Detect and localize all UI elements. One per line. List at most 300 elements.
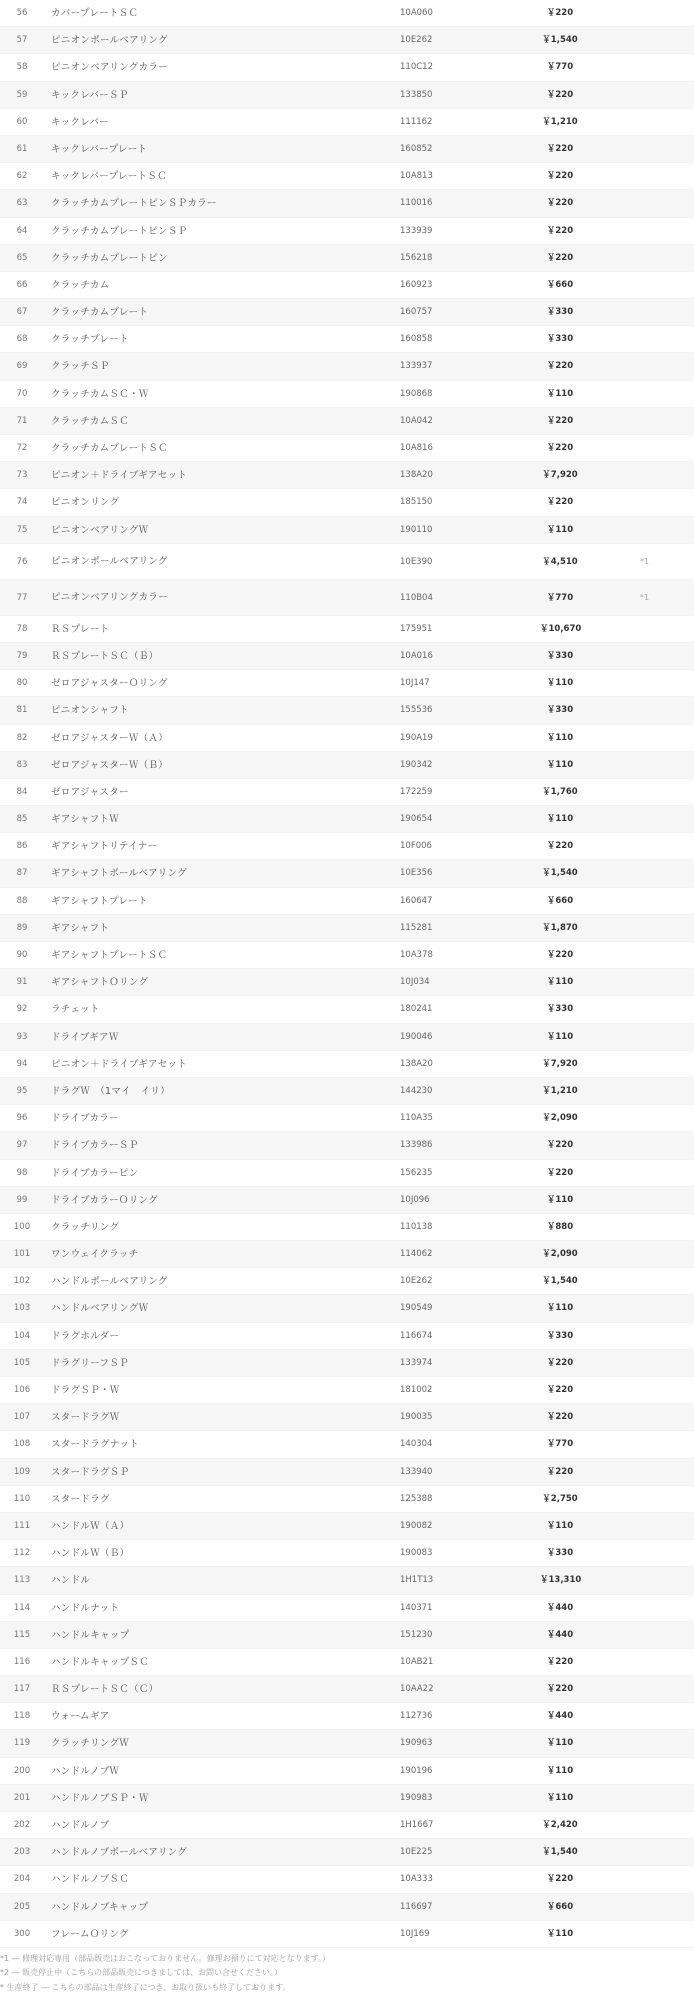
part-number: 108 bbox=[13, 1439, 31, 1450]
part-code: 1H1T13 bbox=[400, 1575, 434, 1586]
part-number: 113 bbox=[13, 1575, 31, 1586]
part-price: ￥220 bbox=[546, 415, 574, 426]
part-name: ハンドルノブボールベアリング bbox=[51, 1847, 188, 1859]
part-price: ￥110 bbox=[546, 1303, 574, 1314]
part-number: 96 bbox=[16, 1113, 28, 1124]
part-code: 112736 bbox=[400, 1711, 433, 1722]
table-row bbox=[0, 1350, 694, 1377]
table-row bbox=[0, 670, 694, 697]
part-name: フレームＯリング bbox=[51, 1928, 129, 1940]
table-row bbox=[0, 1622, 694, 1649]
part-price: ￥770 bbox=[546, 1439, 574, 1450]
part-number: 72 bbox=[16, 443, 28, 453]
table-row bbox=[0, 888, 694, 915]
part-code: 190082 bbox=[400, 1520, 433, 1531]
part-name: ゼロアジャスターＷ（Ａ） bbox=[51, 732, 169, 744]
table-row bbox=[0, 1132, 694, 1159]
part-number: 90 bbox=[16, 950, 28, 960]
part-number: 73 bbox=[16, 470, 28, 481]
table-row bbox=[0, 1758, 694, 1785]
part-price: ￥2,090 bbox=[542, 1249, 578, 1260]
part-number: 102 bbox=[13, 1276, 31, 1287]
table-row bbox=[0, 1459, 694, 1486]
part-code: 190654 bbox=[400, 814, 433, 825]
part-name: ハンドルＷ（Ａ） bbox=[51, 1520, 130, 1532]
part-price: ￥880 bbox=[546, 1221, 574, 1232]
part-code: 185150 bbox=[400, 497, 433, 508]
part-code: 133939 bbox=[400, 225, 433, 236]
table-row bbox=[0, 1295, 694, 1322]
part-number: 101 bbox=[13, 1249, 31, 1260]
part-price: ￥660 bbox=[546, 279, 574, 290]
part-price: ￥220 bbox=[546, 841, 574, 852]
part-code: 125388 bbox=[400, 1493, 433, 1504]
part-number: 97 bbox=[16, 1140, 28, 1151]
part-code: 116697 bbox=[400, 1901, 433, 1912]
part-code: 10A333 bbox=[400, 1874, 433, 1885]
table-row bbox=[0, 1160, 694, 1187]
table-row bbox=[0, 915, 694, 942]
table-row bbox=[0, 860, 694, 887]
table-row bbox=[0, 1323, 694, 1350]
part-number: 205 bbox=[13, 1901, 31, 1912]
table-row bbox=[0, 616, 694, 643]
part-number: 107 bbox=[13, 1412, 31, 1423]
part-number: 68 bbox=[16, 334, 28, 345]
part-code: 10AB21 bbox=[400, 1656, 434, 1667]
footnotes bbox=[0, 1948, 694, 1996]
part-price: ￥220 bbox=[546, 1385, 574, 1395]
part-price: ￥220 bbox=[546, 950, 574, 960]
table-row bbox=[0, 1268, 694, 1295]
part-name: クラッチカムプレートピンＳＰ bbox=[51, 225, 188, 237]
part-number: 202 bbox=[13, 1820, 31, 1830]
part-code: 172259 bbox=[400, 786, 433, 797]
table-row bbox=[0, 806, 694, 833]
part-price: ￥7,920 bbox=[542, 1058, 578, 1069]
part-code: 160757 bbox=[400, 307, 433, 318]
part-number: 56 bbox=[16, 8, 28, 18]
part-name: ＲＳプレート bbox=[51, 623, 110, 635]
footnote-3: * 生産終了 ― こちらの部品は生産終了につき、お取り扱いも終了しております。 bbox=[0, 1982, 291, 1992]
part-code: 10A042 bbox=[400, 415, 433, 426]
table-row bbox=[0, 996, 694, 1023]
table-row bbox=[0, 381, 694, 408]
part-price: ￥110 bbox=[546, 1194, 574, 1205]
part-name: ピニオンリング bbox=[51, 497, 120, 509]
part-code: 110B04 bbox=[400, 592, 433, 603]
part-price: ￥660 bbox=[546, 895, 574, 906]
part-name: ドライブカラーＳＰ bbox=[51, 1140, 139, 1152]
table-row bbox=[0, 54, 694, 81]
part-name: クラッチリング bbox=[51, 1221, 120, 1233]
part-name: ハンドルノブＳＣ bbox=[51, 1874, 130, 1886]
table-row bbox=[0, 109, 694, 136]
part-code: 133850 bbox=[400, 89, 433, 100]
part-price: ￥770 bbox=[546, 62, 574, 73]
part-name: キックレバー bbox=[51, 116, 109, 128]
part-price: ￥1,540 bbox=[542, 35, 578, 46]
part-number: 80 bbox=[16, 678, 28, 689]
part-number: 57 bbox=[16, 35, 28, 46]
part-price: ￥330 bbox=[546, 650, 574, 661]
part-name: クラッチリングＷ bbox=[51, 1738, 130, 1750]
part-price: ￥1,760 bbox=[542, 786, 578, 797]
part-name: ハンドル bbox=[51, 1575, 91, 1587]
part-code: 110C12 bbox=[400, 62, 433, 73]
part-code: 114062 bbox=[400, 1249, 433, 1260]
table-row bbox=[0, 1785, 694, 1812]
part-code: 144230 bbox=[400, 1085, 433, 1096]
part-price: ￥220 bbox=[546, 143, 574, 154]
part-number: 85 bbox=[16, 814, 28, 825]
part-name: ギアシャフト bbox=[51, 922, 110, 934]
part-number: 93 bbox=[16, 1031, 28, 1042]
part-price: ￥330 bbox=[546, 705, 574, 716]
table-row bbox=[0, 725, 694, 752]
part-number: 111 bbox=[13, 1520, 31, 1531]
part-name: クラッチカムＳＣ・Ｗ bbox=[51, 388, 149, 400]
part-price: ￥220 bbox=[546, 361, 574, 372]
table-row bbox=[0, 408, 694, 435]
table-row bbox=[0, 218, 694, 245]
part-number: 110 bbox=[13, 1493, 31, 1504]
part-name: ピニオン＋ドライブギアセット bbox=[51, 1058, 188, 1070]
table-row bbox=[0, 779, 694, 806]
part-name: クラッチカム bbox=[51, 279, 110, 291]
part-price: ￥10,670 bbox=[540, 623, 582, 634]
part-number: 89 bbox=[16, 922, 28, 933]
table-row bbox=[0, 82, 694, 109]
table-row bbox=[0, 1703, 694, 1730]
part-price: ￥220 bbox=[546, 1140, 574, 1151]
part-price: ￥220 bbox=[546, 1167, 574, 1178]
part-name: ウォームギア bbox=[51, 1711, 110, 1723]
part-price: ￥1,540 bbox=[542, 868, 578, 879]
part-name: ハンドルＷ（Ｂ） bbox=[51, 1548, 130, 1560]
table-row bbox=[0, 0, 694, 27]
part-number: 83 bbox=[16, 759, 28, 770]
part-number: 78 bbox=[16, 623, 28, 634]
part-code: 155536 bbox=[400, 705, 433, 716]
part-number: 75 bbox=[16, 524, 28, 535]
part-number: 65 bbox=[16, 252, 28, 263]
part-name: ギアシャフトリテイナー bbox=[51, 841, 158, 853]
part-price: ￥220 bbox=[546, 8, 574, 18]
part-number: 67 bbox=[16, 307, 28, 318]
part-price: ￥110 bbox=[546, 759, 574, 770]
part-name: ギアシャフトプレート bbox=[51, 895, 148, 907]
part-name: ギアシャフトＯリング bbox=[51, 977, 149, 989]
part-number: 95 bbox=[16, 1085, 28, 1096]
part-name: ギアシャフトＷ bbox=[51, 814, 120, 826]
table-row bbox=[0, 435, 694, 462]
table-row bbox=[0, 1921, 694, 1948]
part-price: ￥440 bbox=[546, 1711, 574, 1722]
part-price: ￥13,310 bbox=[540, 1575, 582, 1586]
part-name: ドラグＷ （1マイ イリ） bbox=[51, 1085, 171, 1097]
footnote-1: *1 ― 修理対応専用（部品販売はおこなっておりません。修理お預りにて対応となります。） bbox=[0, 1953, 331, 1963]
part-code: 10J096 bbox=[400, 1194, 430, 1205]
part-number: 62 bbox=[16, 171, 28, 182]
part-price: ￥110 bbox=[546, 1765, 574, 1776]
part-code: 190868 bbox=[400, 388, 433, 399]
part-code: 115281 bbox=[400, 922, 433, 933]
table-row bbox=[0, 462, 694, 489]
part-name: クラッチカムプレート bbox=[51, 307, 149, 319]
part-code: 190A19 bbox=[400, 732, 433, 743]
part-price: ￥2,090 bbox=[542, 1113, 578, 1124]
part-code: 10E390 bbox=[400, 556, 433, 567]
part-code: 190342 bbox=[400, 759, 433, 770]
part-number: 117 bbox=[13, 1684, 31, 1695]
part-code: 140371 bbox=[400, 1602, 433, 1613]
part-number: 105 bbox=[13, 1357, 31, 1368]
part-code: 116674 bbox=[400, 1330, 433, 1341]
part-number: 60 bbox=[16, 116, 28, 127]
part-name: ハンドルナット bbox=[51, 1602, 120, 1614]
table-row bbox=[0, 1866, 694, 1893]
table-row bbox=[0, 643, 694, 670]
part-price: ￥440 bbox=[546, 1629, 574, 1640]
part-code: 181002 bbox=[400, 1385, 433, 1395]
part-price: ￥440 bbox=[546, 1602, 574, 1613]
table-row bbox=[0, 544, 694, 580]
part-code: 156235 bbox=[400, 1167, 433, 1178]
part-price: ￥220 bbox=[546, 1684, 574, 1695]
part-name: ハンドルキャップＳＣ bbox=[51, 1656, 150, 1668]
table-row bbox=[0, 190, 694, 217]
part-name: スタードラグＷ bbox=[51, 1412, 120, 1424]
part-name: ゼロアジャスターＯリング bbox=[51, 678, 168, 690]
part-number: 99 bbox=[16, 1194, 28, 1205]
part-name: ドライブカラーピン bbox=[51, 1167, 139, 1179]
part-price: ￥4,510 bbox=[542, 556, 578, 567]
part-name: ハンドルベアリングＷ bbox=[51, 1303, 149, 1315]
table-row bbox=[0, 163, 694, 190]
part-price: ￥7,920 bbox=[542, 470, 578, 481]
table-row bbox=[0, 1513, 694, 1540]
part-code: 110016 bbox=[400, 198, 433, 209]
part-number: 118 bbox=[13, 1711, 31, 1722]
part-name: キックレバーＳＰ bbox=[51, 89, 129, 101]
table-row bbox=[0, 326, 694, 353]
table-row bbox=[0, 299, 694, 326]
part-code: 1H1667 bbox=[400, 1820, 434, 1830]
part-name: ドラグホルダー bbox=[51, 1330, 120, 1342]
part-number: 104 bbox=[13, 1330, 31, 1341]
table-row bbox=[0, 1812, 694, 1839]
part-number: 63 bbox=[16, 198, 28, 209]
part-price: ￥660 bbox=[546, 1901, 574, 1912]
part-price: ￥110 bbox=[546, 977, 574, 988]
part-name: ハンドルノブＳＰ・Ｗ bbox=[51, 1792, 149, 1804]
part-price: ￥110 bbox=[546, 732, 574, 743]
part-number: 61 bbox=[16, 143, 28, 154]
part-price: ￥220 bbox=[546, 198, 574, 209]
part-number: 203 bbox=[13, 1847, 31, 1858]
part-name: クラッチＳＰ bbox=[51, 361, 110, 373]
part-code: 133974 bbox=[400, 1357, 433, 1368]
table-row bbox=[0, 752, 694, 779]
part-code: 160852 bbox=[400, 143, 433, 154]
part-number: 86 bbox=[16, 841, 28, 852]
part-number: 106 bbox=[13, 1385, 31, 1395]
part-name: クラッチカムプレートピンＳＰカラー bbox=[51, 198, 217, 210]
part-price: ￥110 bbox=[546, 524, 574, 535]
part-number: 116 bbox=[13, 1656, 31, 1667]
part-number: 79 bbox=[16, 650, 28, 661]
part-price: ￥220 bbox=[546, 1656, 574, 1667]
part-code: 10E356 bbox=[400, 868, 433, 879]
part-number: 84 bbox=[16, 786, 28, 797]
part-name: カバープレートＳＣ bbox=[51, 8, 139, 19]
table-row bbox=[0, 1567, 694, 1594]
part-code: 160647 bbox=[400, 895, 433, 906]
part-name: ピニオンベアリングカラー bbox=[51, 62, 169, 74]
part-price: ￥1,540 bbox=[542, 1847, 578, 1858]
part-price: ￥110 bbox=[546, 1520, 574, 1531]
part-code: 138A20 bbox=[400, 1058, 433, 1069]
part-code: 190983 bbox=[400, 1792, 433, 1803]
part-name: スタードラグ bbox=[51, 1493, 110, 1505]
part-number: 64 bbox=[16, 225, 28, 236]
part-price: ￥110 bbox=[546, 1792, 574, 1803]
part-code: 133940 bbox=[400, 1466, 433, 1477]
part-number: 71 bbox=[16, 415, 28, 426]
part-number: 59 bbox=[16, 89, 28, 100]
table-row bbox=[0, 942, 694, 969]
part-number: 94 bbox=[16, 1058, 28, 1069]
table-row bbox=[0, 1486, 694, 1513]
part-name: クラッチカムＳＣ bbox=[51, 415, 130, 427]
part-code: 10J169 bbox=[400, 1928, 430, 1939]
part-number: 115 bbox=[13, 1629, 31, 1640]
table-row bbox=[0, 1214, 694, 1241]
part-code: 10A060 bbox=[400, 8, 433, 18]
part-name: ハンドルノブＷ bbox=[51, 1765, 120, 1777]
part-name: ドライブカラー bbox=[51, 1113, 119, 1125]
part-code: 10E225 bbox=[400, 1847, 433, 1858]
part-name: ラチェット bbox=[51, 1004, 100, 1016]
part-price: ￥2,750 bbox=[542, 1493, 578, 1504]
table-row bbox=[0, 272, 694, 299]
part-number: 77 bbox=[16, 592, 28, 603]
part-price: ￥220 bbox=[546, 89, 574, 100]
part-name: ＲＳプレートＳＣ（Ｃ） bbox=[51, 1684, 159, 1696]
part-number: 98 bbox=[16, 1167, 28, 1178]
table-row bbox=[0, 1404, 694, 1431]
part-price: ￥110 bbox=[546, 388, 574, 399]
part-price: ￥1,540 bbox=[542, 1276, 578, 1287]
part-name: ドラグＳＰ・Ｗ bbox=[51, 1385, 120, 1396]
part-code: 190046 bbox=[400, 1031, 433, 1042]
part-name: ピニオンボールベアリング bbox=[51, 35, 168, 47]
part-name: クラッチカムプレートピン bbox=[51, 252, 168, 264]
part-code: 10A378 bbox=[400, 950, 433, 960]
part-name: ピニオンベアリングカラー bbox=[51, 591, 169, 603]
part-name: ギアシャフトプレートＳＣ bbox=[51, 950, 168, 961]
part-name: ハンドルノブキャップ bbox=[51, 1901, 149, 1913]
part-number: 69 bbox=[16, 361, 28, 372]
part-price: ￥220 bbox=[546, 497, 574, 508]
part-code: 190963 bbox=[400, 1738, 433, 1749]
part-number: 58 bbox=[16, 62, 28, 73]
part-name: ハンドルボールベアリング bbox=[51, 1276, 168, 1288]
part-number: 119 bbox=[13, 1738, 31, 1749]
part-name: ドラグリーフＳＰ bbox=[51, 1357, 129, 1369]
table-row bbox=[0, 245, 694, 272]
part-number: 103 bbox=[13, 1303, 31, 1314]
table-row bbox=[0, 489, 694, 516]
part-name: ギアシャフトボールベアリング bbox=[51, 868, 187, 880]
table-row bbox=[0, 1024, 694, 1051]
table-row bbox=[0, 517, 694, 544]
part-name: ピニオンシャフト bbox=[51, 705, 129, 717]
part-number: 100 bbox=[13, 1221, 31, 1232]
table-row bbox=[0, 1676, 694, 1703]
table-row bbox=[0, 1377, 694, 1404]
part-price: ￥330 bbox=[546, 307, 574, 318]
part-price: ￥110 bbox=[546, 1928, 574, 1939]
table-row bbox=[0, 1839, 694, 1866]
table-row bbox=[0, 1241, 694, 1268]
part-code: 10A816 bbox=[400, 443, 433, 453]
part-code: 156218 bbox=[400, 252, 433, 263]
part-code: 151230 bbox=[400, 1629, 433, 1640]
part-name: スタードラグＳＰ bbox=[51, 1466, 130, 1478]
part-code: 111162 bbox=[400, 116, 433, 127]
part-price: ￥330 bbox=[546, 1004, 574, 1015]
part-name: ゼロアジャスターＷ（Ｂ） bbox=[51, 759, 169, 771]
part-number: 87 bbox=[16, 868, 28, 879]
part-number: 81 bbox=[16, 705, 28, 716]
part-note: *1 bbox=[640, 556, 650, 566]
part-name: ドライブギアＷ bbox=[51, 1031, 119, 1043]
table-row bbox=[0, 1894, 694, 1921]
part-code: 10E262 bbox=[400, 1276, 433, 1287]
part-code: 190083 bbox=[400, 1548, 433, 1559]
part-price: ￥770 bbox=[546, 592, 574, 603]
table-row bbox=[0, 1078, 694, 1105]
part-price: ￥330 bbox=[546, 334, 574, 345]
part-name: キックレバープレート bbox=[51, 143, 148, 155]
table-row bbox=[0, 969, 694, 996]
part-number: 76 bbox=[16, 556, 28, 567]
part-code: 10A016 bbox=[400, 650, 433, 661]
part-number: 74 bbox=[16, 497, 28, 508]
part-price: ￥110 bbox=[546, 814, 574, 825]
part-price: ￥220 bbox=[546, 443, 574, 453]
part-code: 140304 bbox=[400, 1439, 433, 1450]
table-row bbox=[0, 1730, 694, 1757]
part-code: 138A20 bbox=[400, 470, 433, 481]
table-row bbox=[0, 833, 694, 860]
table-row bbox=[0, 353, 694, 380]
part-name: クラッチカムプレートＳＣ bbox=[51, 443, 168, 454]
table-row bbox=[0, 1431, 694, 1458]
part-code: 10F006 bbox=[400, 841, 432, 852]
part-number: 82 bbox=[16, 732, 28, 743]
part-code: 190196 bbox=[400, 1765, 433, 1776]
part-code: 133937 bbox=[400, 361, 433, 372]
part-number: 88 bbox=[16, 895, 28, 906]
part-price: ￥330 bbox=[546, 1548, 574, 1559]
part-number: 201 bbox=[13, 1792, 31, 1803]
part-number: 91 bbox=[16, 977, 28, 988]
part-price: ￥220 bbox=[546, 1357, 574, 1368]
table-row bbox=[0, 1187, 694, 1214]
